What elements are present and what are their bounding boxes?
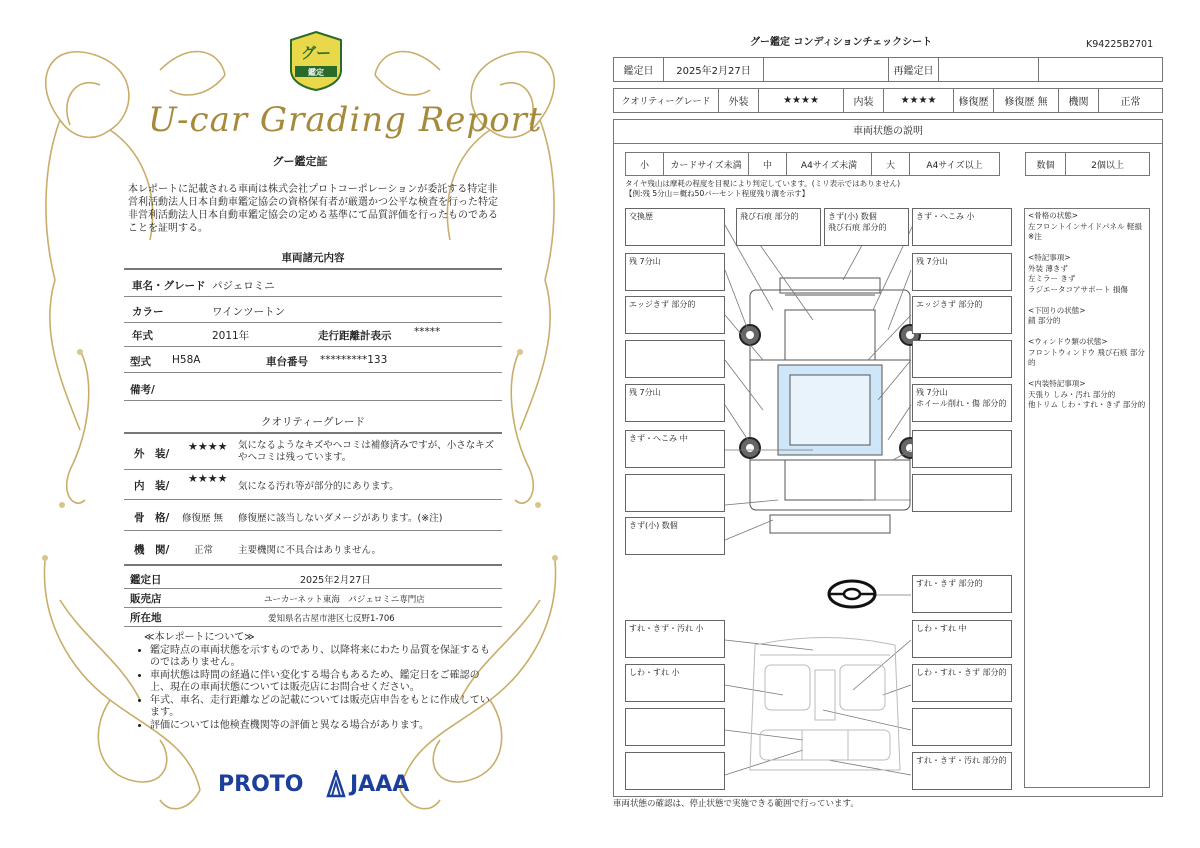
ext-label: 外装 <box>728 97 749 108</box>
count-legend <box>1025 152 1150 176</box>
int-stars: ★★★★ <box>900 95 937 106</box>
interior-stars: ★★★★ <box>188 472 228 485</box>
exterior-note-top-2: きず(小) 数個 飛び石痕 部分的 <box>824 208 909 246</box>
sheet-title: グー鑑定 コンディションチェックシート <box>750 37 933 48</box>
size-medium: 中 <box>762 160 772 171</box>
steering-wheel-icon <box>826 578 878 610</box>
certificate-title: グー鑑定証 <box>272 155 328 168</box>
size-cell <box>664 153 749 175</box>
side-note-line <box>1028 295 1150 306</box>
int-stars-cell <box>884 89 954 112</box>
quality-label: クオリティーグレード <box>621 97 711 107</box>
remarks-label: 備考/ <box>130 384 155 396</box>
exterior-note-right-4 <box>912 340 1012 378</box>
jaaa-emblem-icon <box>326 770 346 798</box>
exterior-note-right-5: 残 7分山 ホイール削れ・傷 部分的 <box>912 384 1012 422</box>
jaaa-logo-text: JAAA <box>350 772 410 797</box>
side-note-line: <ウィンドウ類の状態> <box>1028 337 1108 346</box>
note-item: • 年式、車名、走行距離などの記載については販売店申告をもとに作成しています。 <box>150 695 498 720</box>
count-desc: 2個以上 <box>1091 160 1124 171</box>
address-value: 愛知県名古屋市港区七反野1-706 <box>268 614 395 624</box>
date-label-cell <box>614 58 664 81</box>
exterior-note-left-5: 残 7分山 <box>625 384 725 422</box>
divider <box>613 143 1163 144</box>
report-script-title: U-car Grading Report <box>148 100 543 140</box>
side-notes <box>1028 211 1150 411</box>
note-item: • 鑑定時点の車両状態を示すものであり、以降将来にわたり品質を保証するものではありません。 <box>150 645 498 670</box>
badge-bottom-text: 鑑定 <box>308 68 324 77</box>
appraisal-date-label: 鑑定日 <box>130 574 162 586</box>
side-note-line: <特記事項> <box>1028 253 1071 262</box>
side-note-line <box>1028 369 1150 380</box>
tire-note-example: 【例:残 5分山＝概ね50パーセント程度残り溝を示す】 <box>625 189 810 198</box>
divider <box>124 296 502 297</box>
exterior-description: 気になるようなキズやヘコミは補修済みですが、小さなキズやヘコミは残っています。 <box>238 440 495 463</box>
notes-title: ≪本レポートについて≫ <box>144 632 255 643</box>
mileage-label: 走行距離計表示 <box>318 330 392 342</box>
exterior-note-left-7 <box>625 474 725 512</box>
color-label: カラー <box>132 306 164 318</box>
exterior-note-left-8: きず(小) 数個 <box>625 517 725 555</box>
side-note-line: ※注 <box>1028 232 1042 241</box>
quality-section-title: クオリティーグレード <box>261 416 365 428</box>
proto-logo <box>218 772 303 797</box>
size-small-desc: カードサイズ未満 <box>670 160 742 171</box>
divider <box>124 588 502 589</box>
note-item: • 車両状態は時間の経過に伴い変化する場合もあるため、鑑定日をご確認の上、現在の車両状態については販売店にお問合せください。 <box>150 670 498 695</box>
divider <box>124 469 502 470</box>
exterior-note-left-3: エッジきず 部分的 <box>625 296 725 334</box>
exterior-note-left-1: 交換歴 <box>625 208 725 246</box>
engine-description: 主要機関に不具合はありません。 <box>238 545 382 556</box>
footer-note: 車両状態の確認は、停止状態で実施できる範囲で行っています。 <box>613 799 859 809</box>
size-cell <box>749 153 787 175</box>
engine-label-cell <box>1059 89 1099 112</box>
frame-value: 修復歴 無 <box>182 513 224 524</box>
year-value: 2011年 <box>212 330 250 342</box>
badge-top-text: グー <box>300 44 332 62</box>
year-label: 年式 <box>132 330 153 342</box>
count-cell <box>1066 153 1149 175</box>
interior-label: 内 装/ <box>134 480 170 492</box>
side-note-line: 左フロントインサイドパネル 軽損 <box>1028 221 1142 231</box>
exterior-note-left-6: きず・へこみ 中 <box>625 430 725 468</box>
count-label: 数個 <box>1036 160 1055 171</box>
size-large: 大 <box>885 160 895 171</box>
exterior-note-right-2: 残 7分山 <box>912 253 1012 291</box>
exterior-note-right-7 <box>912 474 1012 512</box>
blank-cell <box>764 58 889 81</box>
quality-label-cell <box>614 89 719 112</box>
interior-note-left-2: しわ・すれ 小 <box>625 664 725 702</box>
divider <box>124 400 502 401</box>
certificate-body: 本レポートに記載される車両は株式会社プロトコーポレーションが委託する特定非営利活動法人日本自動車鑑定協会の資格保有者が厳選かつ公平な検査を行った特定非営利活動法人日本自動車鑑定協会の定める基準にて品質評価を行ったものであることを証明する。 <box>128 184 498 234</box>
interior-note-left-1: すれ・きず・汚れ 小 <box>625 620 725 658</box>
divider <box>124 322 502 323</box>
interior-note-right-2: しわ・すれ 中 <box>912 620 1012 658</box>
ext-label-cell <box>719 89 759 112</box>
spec-section-title: 車両諸元内容 <box>281 252 345 264</box>
divider <box>124 530 502 531</box>
interior-note-left-4 <box>625 752 725 790</box>
divider <box>124 607 502 608</box>
engine-label: 機 関/ <box>134 544 170 556</box>
divider <box>124 626 502 627</box>
tire-note: タイヤ残山は摩耗の程度を目視により判定しています。(ミリ表示ではありません) <box>625 179 901 188</box>
frame-label: 骨 格/ <box>134 512 170 524</box>
exterior-note-right-6 <box>912 430 1012 468</box>
car-interior-diagram-icon <box>740 630 910 780</box>
date-value: 2025年2月27日 <box>676 66 751 77</box>
divider <box>124 268 502 270</box>
ext-stars: ★★★★ <box>783 95 819 106</box>
side-note-line: フロントウィンドウ 飛び石痕 部分的 <box>1028 347 1145 367</box>
divider <box>124 499 502 500</box>
repair-value: 修復歴 無 <box>1004 97 1048 108</box>
date-label: 鑑定日 <box>623 66 654 77</box>
condition-check-sheet <box>600 0 1200 848</box>
vehicle-name-value: パジェロミニ <box>212 280 275 292</box>
size-cell <box>626 153 664 175</box>
redate-label-cell <box>889 58 939 81</box>
address-label: 所在地 <box>130 612 162 624</box>
size-large-desc: A4サイズ以上 <box>926 160 983 171</box>
count-cell <box>1026 153 1066 175</box>
side-note-line: 他トリム しわ・すれ・きず 部分的 <box>1028 400 1146 409</box>
exterior-note-right-1: きず・へこみ 小 <box>912 208 1012 246</box>
shop-value: ユーカーネット東海 パジェロミニ専門店 <box>264 595 425 605</box>
repair-label: 修復歴 <box>958 97 989 108</box>
exterior-note-top-1: 飛び石痕 部分的 <box>736 208 821 246</box>
date-row <box>613 57 1163 82</box>
chassis-label: 車台番号 <box>266 356 308 368</box>
ext-stars-cell <box>759 89 844 112</box>
side-note-line: <骨格の状態> <box>1028 211 1079 220</box>
side-note-line: ラジエータコアサポート 損傷 <box>1028 284 1128 294</box>
side-note-line: <内装特記事項> <box>1028 379 1086 388</box>
model-label: 型式 <box>130 356 151 368</box>
blank-cell <box>939 58 1039 81</box>
exterior-note-left-2: 残 7分山 <box>625 253 725 291</box>
appraisal-date-value: 2025年2月27日 <box>300 575 371 586</box>
jaaa-logo <box>350 772 409 797</box>
divider <box>124 432 502 434</box>
shop-label: 販売店 <box>130 593 162 605</box>
size-cell <box>787 153 872 175</box>
engine-label: 機関 <box>1068 97 1089 108</box>
document-id: K94225B2701 <box>1086 39 1154 50</box>
interior-note-right-3: しわ・すれ・きず 部分的 <box>912 664 1012 702</box>
int-label: 内装 <box>853 97 874 108</box>
proto-logo-text: PROTO <box>218 772 304 797</box>
divider <box>124 372 502 373</box>
interior-description: 気になる汚れ等が部分的にあります。 <box>238 481 399 492</box>
model-value: H58A <box>172 354 201 366</box>
interior-note-right-5: すれ・きず・汚れ 部分的 <box>912 752 1012 790</box>
size-medium-desc: A4サイズ未満 <box>800 160 858 171</box>
color-value: ワインツートン <box>212 306 286 318</box>
side-note-line: 錆 部分的 <box>1028 316 1061 325</box>
interior-note-right-1: すれ・きず 部分的 <box>912 575 1012 613</box>
engine-value-cell <box>1099 89 1162 112</box>
int-label-cell <box>844 89 884 112</box>
divider <box>124 346 502 347</box>
exterior-label: 外 装/ <box>134 448 170 460</box>
chassis-value: *********133 <box>320 354 388 366</box>
repair-label-cell <box>954 89 994 112</box>
engine-value: 正常 <box>194 545 214 556</box>
section-title: 車両状態の説明 <box>853 126 923 137</box>
divider <box>124 564 502 566</box>
report-notes <box>128 632 498 732</box>
side-note-line: 外装 薄きず <box>1028 263 1068 273</box>
redate-label: 再鑑定日 <box>893 66 934 77</box>
grade-row <box>613 88 1163 113</box>
side-note-line: 左ミラー きず <box>1028 274 1076 283</box>
size-small: 小 <box>639 160 649 171</box>
side-note-line: <下回りの状態> <box>1028 305 1086 315</box>
vehicle-name-label: 車名・グレード <box>132 280 206 292</box>
size-cell <box>910 153 999 175</box>
date-value-cell <box>664 58 764 81</box>
goo-kantei-badge-icon <box>287 30 345 92</box>
interior-note-right-4 <box>912 708 1012 746</box>
side-note-line <box>1028 243 1150 254</box>
exterior-note-right-3: エッジきず 部分的 <box>912 296 1012 334</box>
side-note-line: 天張り しみ・汚れ 部分的 <box>1028 389 1116 399</box>
exterior-note-left-4 <box>625 340 725 378</box>
frame-description: 修復歴に該当しないダメージがあります。(※注) <box>238 513 443 524</box>
exterior-stars: ★★★★ <box>188 440 228 453</box>
size-legend <box>625 152 1000 176</box>
note-item: • 評価については他検査機関等の評価と異なる場合があります。 <box>150 720 498 733</box>
repair-value-cell <box>994 89 1059 112</box>
engine-value: 正常 <box>1120 97 1141 108</box>
mileage-value: ***** <box>414 326 441 338</box>
interior-note-left-3 <box>625 708 725 746</box>
side-note-line <box>1028 327 1150 338</box>
size-cell <box>872 153 910 175</box>
